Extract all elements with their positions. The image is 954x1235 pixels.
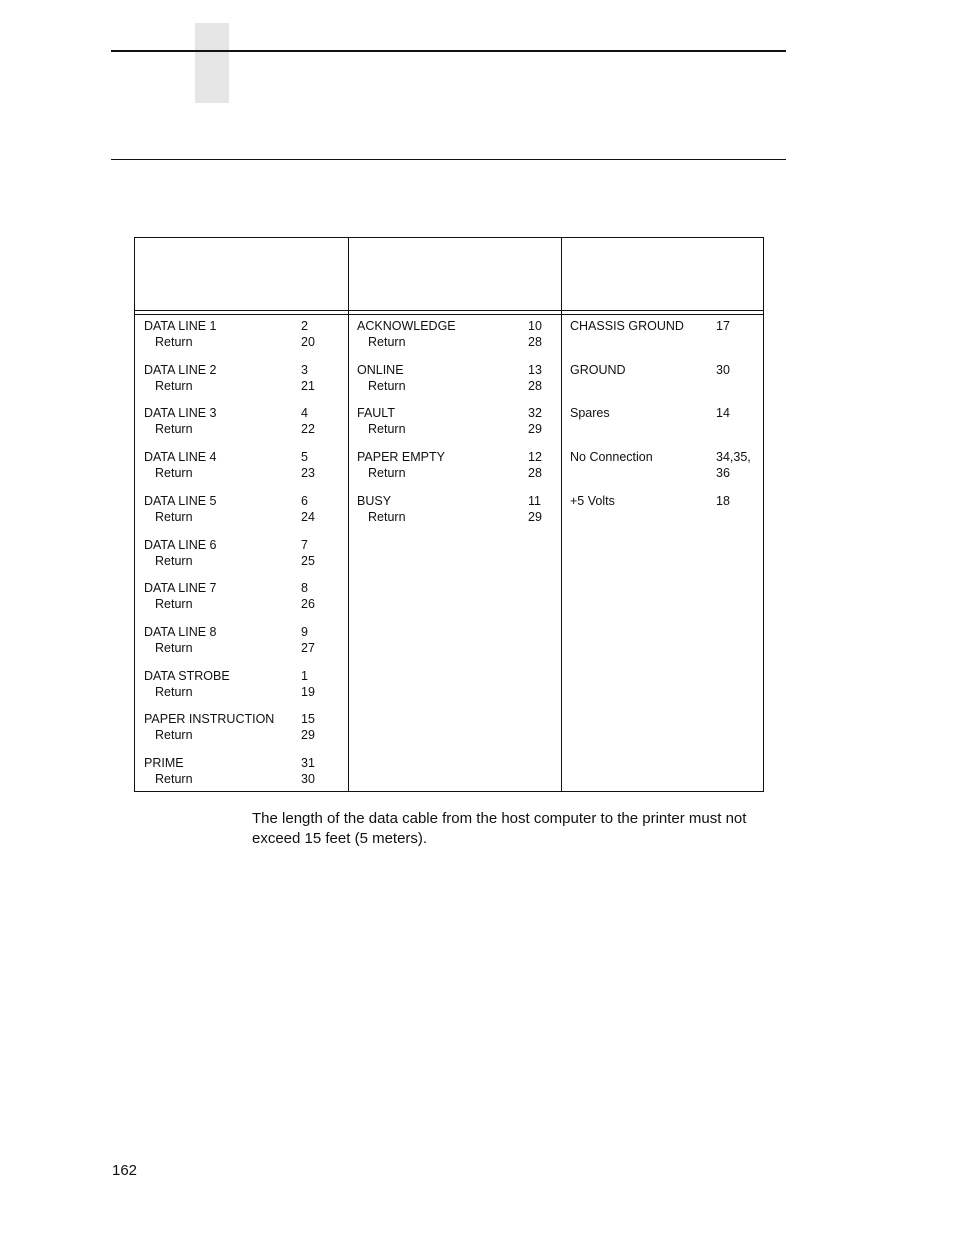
return-label: Return	[368, 378, 406, 393]
signal-pin: 12	[528, 450, 542, 465]
signal-name: ACKNOWLEDGE	[357, 319, 456, 333]
signal-pin: 34,35,	[716, 450, 751, 465]
row-separator	[562, 662, 763, 663]
signal-pin: 5	[301, 450, 308, 465]
signal-pin: 15	[301, 712, 315, 727]
signal-pin: 3	[301, 362, 308, 377]
cable-length-note: The length of the data cable from the host computer to the printer must not exceed 15 feet (5 meters).	[252, 810, 747, 847]
row-separator	[135, 531, 348, 532]
signal-pin: 4	[301, 406, 308, 421]
signal-name: DATA LINE 1	[144, 319, 217, 333]
signal-pin: 6	[301, 493, 308, 508]
header-rule	[111, 50, 786, 52]
row-separator	[349, 487, 561, 488]
return-pin: 23	[301, 466, 315, 481]
row-separator	[562, 618, 763, 619]
return-pin: 22	[301, 422, 315, 437]
return-pin: 29	[528, 422, 542, 437]
signal-pin: 31	[301, 756, 315, 770]
header-separator-double	[135, 314, 763, 315]
return-pin: 25	[301, 553, 315, 568]
return-pin: 24	[301, 509, 315, 524]
return-label: Return	[155, 335, 193, 349]
signal-pin: 9	[301, 624, 308, 639]
row-separator	[562, 574, 763, 575]
row-separator	[135, 749, 348, 750]
signal-name: DATA LINE 5	[144, 493, 217, 508]
return-pin: 28	[528, 378, 542, 393]
signal-name: Spares	[570, 406, 610, 421]
return-pin: 19	[301, 684, 315, 699]
signal-name: DATA LINE 8	[144, 624, 217, 639]
signal-pin: 13	[528, 362, 542, 377]
page-number: 162	[112, 1162, 138, 1179]
return-label: Return	[155, 553, 193, 568]
return-pin: 20	[301, 335, 315, 349]
row-separator	[349, 705, 561, 706]
row-separator	[562, 749, 763, 750]
row-separator	[135, 705, 348, 706]
signal-pin: 8	[301, 581, 308, 596]
return-pin: 21	[301, 378, 315, 393]
signal-name: DATA STROBE	[144, 668, 230, 683]
return-label: Return	[155, 378, 193, 393]
signal-pin: 7	[301, 537, 308, 552]
signal-pin: 10	[528, 319, 542, 333]
signal-pin: 2	[301, 319, 308, 333]
return-label: Return	[155, 772, 193, 786]
signal-name: DATA LINE 3	[144, 406, 217, 421]
row-separator	[349, 749, 561, 750]
return-label: Return	[368, 335, 406, 349]
row-separator	[562, 399, 763, 400]
row-separator	[349, 531, 561, 532]
row-separator	[562, 487, 763, 488]
return-label: Return	[155, 728, 193, 743]
return-label: Return	[368, 466, 406, 481]
row-separator	[135, 399, 348, 400]
return-label: Return	[155, 640, 193, 655]
row-separator	[349, 662, 561, 663]
return-label: Return	[155, 466, 193, 481]
return-pin: 29	[528, 509, 542, 524]
row-separator	[562, 443, 763, 444]
signal-name: ONLINE	[357, 362, 404, 377]
signal-name: DATA LINE 4	[144, 450, 217, 465]
signal-name: PRIME	[144, 756, 184, 770]
row-separator	[349, 399, 561, 400]
signal-name: PAPER EMPTY	[357, 450, 445, 465]
pin-assignment-table	[134, 237, 764, 792]
return-label: Return	[368, 509, 406, 524]
row-separator	[562, 531, 763, 532]
row-separator	[135, 443, 348, 444]
signal-pin: 1	[301, 668, 308, 683]
return-pin: 29	[301, 728, 315, 743]
return-pin: 26	[301, 597, 315, 612]
row-separator	[349, 356, 561, 357]
column-divider	[561, 238, 562, 791]
signal-name: GROUND	[570, 362, 626, 377]
return-label: Return	[155, 597, 193, 612]
signal-pin: 17	[716, 319, 730, 333]
chapter-tab-marker	[195, 23, 229, 103]
signal-pin: 11	[528, 493, 541, 508]
row-separator	[135, 618, 348, 619]
section-rule	[111, 159, 786, 160]
return-pin: 30	[301, 772, 315, 786]
signal-pin: 30	[716, 362, 730, 377]
return-label: Return	[155, 422, 193, 437]
signal-pin: 18	[716, 493, 730, 508]
return-pin: 27	[301, 640, 315, 655]
signal-name: CHASSIS GROUND	[570, 319, 684, 333]
row-separator	[135, 574, 348, 575]
return-label: Return	[155, 684, 193, 699]
row-separator	[135, 662, 348, 663]
row-separator	[349, 574, 561, 575]
signal-pin-continued: 36	[716, 466, 730, 481]
row-separator	[562, 356, 763, 357]
row-separator	[562, 705, 763, 706]
signal-name: BUSY	[357, 493, 392, 508]
return-pin: 28	[528, 335, 542, 349]
signal-pin: 32	[528, 406, 542, 421]
signal-name: No Connection	[570, 450, 653, 465]
return-label: Return	[368, 422, 406, 437]
signal-name: DATA LINE 7	[144, 581, 217, 596]
signal-pin: 14	[716, 406, 730, 421]
return-pin: 28	[528, 466, 542, 481]
column-divider	[348, 238, 349, 791]
signal-name: PAPER INSTRUCTION	[144, 712, 275, 727]
row-separator	[135, 487, 348, 488]
signal-name: DATA LINE 2	[144, 362, 217, 377]
signal-name: DATA LINE 6	[144, 537, 217, 552]
header-separator	[135, 310, 763, 311]
row-separator	[135, 356, 348, 357]
row-separator	[349, 618, 561, 619]
row-separator	[349, 443, 561, 444]
signal-name: +5 Volts	[570, 493, 615, 508]
return-label: Return	[155, 509, 193, 524]
signal-name: FAULT	[357, 406, 395, 421]
